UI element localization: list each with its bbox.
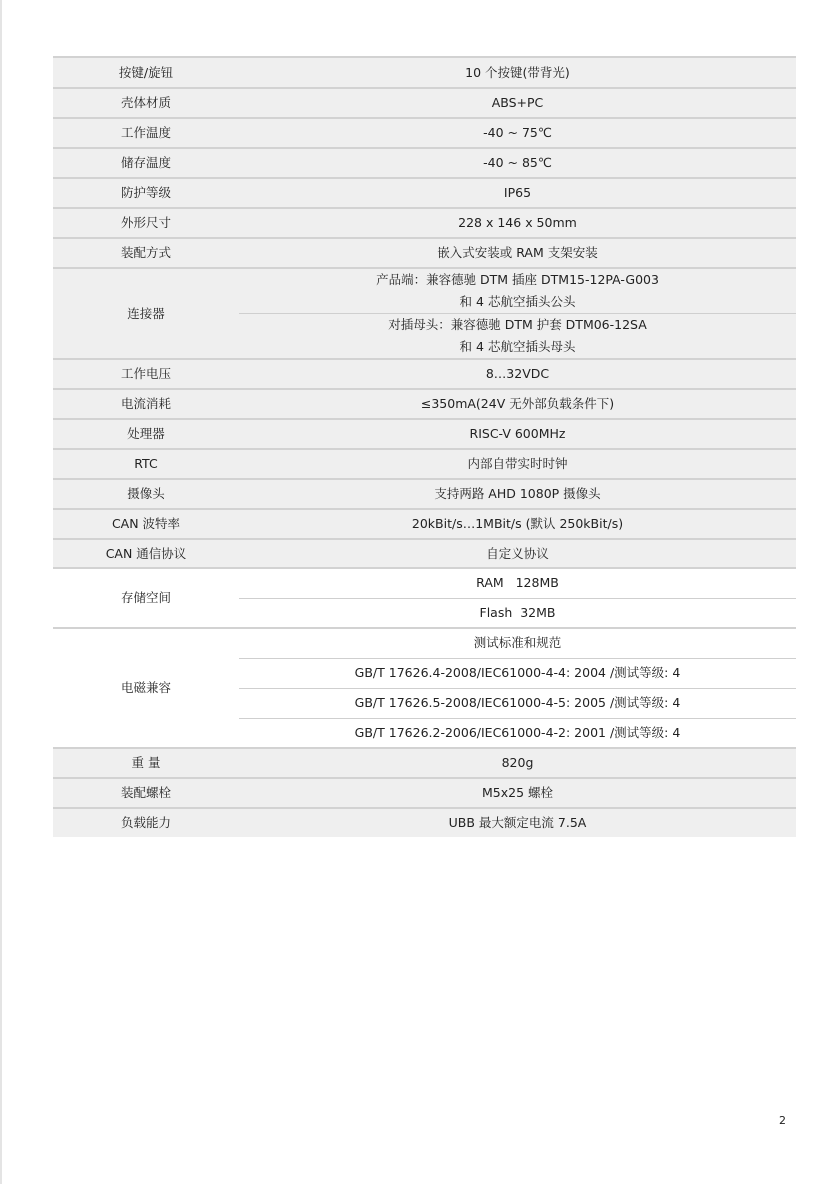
spec-label: RTC <box>53 449 239 479</box>
spec-label: 防护等级 <box>53 178 239 208</box>
spec-value-connector-mating <box>239 314 796 360</box>
spec-label: 处理器 <box>53 419 239 449</box>
spec-row-voltage <box>53 359 796 389</box>
spec-label: 储存温度 <box>53 148 239 178</box>
spec-row-storage-temp <box>53 148 796 178</box>
spec-row-bolts <box>53 778 796 808</box>
spec-value: 8…32VDC <box>239 359 796 389</box>
spec-row-can-baud <box>53 509 796 539</box>
spec-row-weight <box>53 748 796 778</box>
spec-row-dimensions <box>53 208 796 238</box>
spec-row-protection <box>53 178 796 208</box>
spec-row-current <box>53 389 796 419</box>
spec-value: -40 ~ 75℃ <box>239 118 796 148</box>
spec-row-camera <box>53 479 796 509</box>
spec-value: ABS+PC <box>239 88 796 118</box>
spec-value: M5x25 螺栓 <box>239 778 796 808</box>
spec-row-op-temp <box>53 118 796 148</box>
spec-label: 电磁兼容 <box>53 628 239 748</box>
spec-label: 摄像头 <box>53 479 239 509</box>
spec-value-ram: RAM 128MB <box>239 568 796 598</box>
connector-mating-line1: 对插母头：兼容德驰 DTM 护套 DTM06-12SA <box>388 317 647 332</box>
spec-value: 820g <box>239 748 796 778</box>
spec-row-emc <box>53 628 796 658</box>
spec-value: 自定义协议 <box>239 539 796 568</box>
spec-row-shell <box>53 88 796 118</box>
connector-mating-line2: 和 4 芯航空插头母头 <box>459 339 576 354</box>
spec-label: 连接器 <box>53 268 239 359</box>
emc-header: 测试标准和规范 <box>239 628 796 658</box>
spec-label: CAN 波特率 <box>53 509 239 539</box>
spec-value: UBB 最大额定电流 7.5A <box>239 808 796 837</box>
spec-value: 20kBit/s…1MBit/s (默认 250kBit/s) <box>239 509 796 539</box>
connector-product-line1: 产品端：兼容德驰 DTM 插座 DTM15-12PA-G003 <box>376 272 659 287</box>
spec-label: CAN 通信协议 <box>53 539 239 568</box>
spec-value-connector-product <box>239 268 796 314</box>
emc-standard-2: GB/T 17626.5-2008/IEC61000-4-5: 2005 /测试等级: 4 <box>239 688 796 718</box>
spec-row-keys <box>53 57 796 88</box>
spec-label: 负载能力 <box>53 808 239 837</box>
page-number: 2 <box>779 1114 786 1127</box>
spec-label: 重 量 <box>53 748 239 778</box>
spec-value: ≤350mA(24V 无外部负载条件下) <box>239 389 796 419</box>
spec-value: RISC-V 600MHz <box>239 419 796 449</box>
spec-label: 电流消耗 <box>53 389 239 419</box>
spec-row-processor <box>53 419 796 449</box>
spec-row-storage <box>53 568 796 598</box>
spec-row-mounting <box>53 238 796 268</box>
spec-value-flash: Flash 32MB <box>239 598 796 628</box>
spec-label: 外形尺寸 <box>53 208 239 238</box>
spec-label: 工作电压 <box>53 359 239 389</box>
spec-value: 内部自带实时时钟 <box>239 449 796 479</box>
spec-label: 按键/旋钮 <box>53 57 239 88</box>
spec-value: 10 个按键(带背光) <box>239 57 796 88</box>
spec-label: 工作温度 <box>53 118 239 148</box>
spec-row-can-protocol <box>53 539 796 568</box>
emc-standard-1: GB/T 17626.4-2008/IEC61000-4-4: 2004 /测试等级: 4 <box>239 658 796 688</box>
emc-standard-3: GB/T 17626.2-2006/IEC61000-4-2: 2001 /测试等级: 4 <box>239 718 796 748</box>
spec-value: 支持两路 AHD 1080P 摄像头 <box>239 479 796 509</box>
connector-product-line2: 和 4 芯航空插头公头 <box>459 294 576 309</box>
spec-row-rtc <box>53 449 796 479</box>
spec-table <box>53 56 796 837</box>
spec-value: 228 x 146 x 50mm <box>239 208 796 238</box>
spec-label: 壳体材质 <box>53 88 239 118</box>
spec-label: 装配方式 <box>53 238 239 268</box>
spec-value: IP65 <box>239 178 796 208</box>
spec-row-load <box>53 808 796 837</box>
spec-label: 装配螺栓 <box>53 778 239 808</box>
page-edge <box>0 0 2 1184</box>
spec-value: 嵌入式安装或 RAM 支架安装 <box>239 238 796 268</box>
spec-row-connector <box>53 268 796 314</box>
spec-label: 存储空间 <box>53 568 239 628</box>
spec-value: -40 ~ 85℃ <box>239 148 796 178</box>
